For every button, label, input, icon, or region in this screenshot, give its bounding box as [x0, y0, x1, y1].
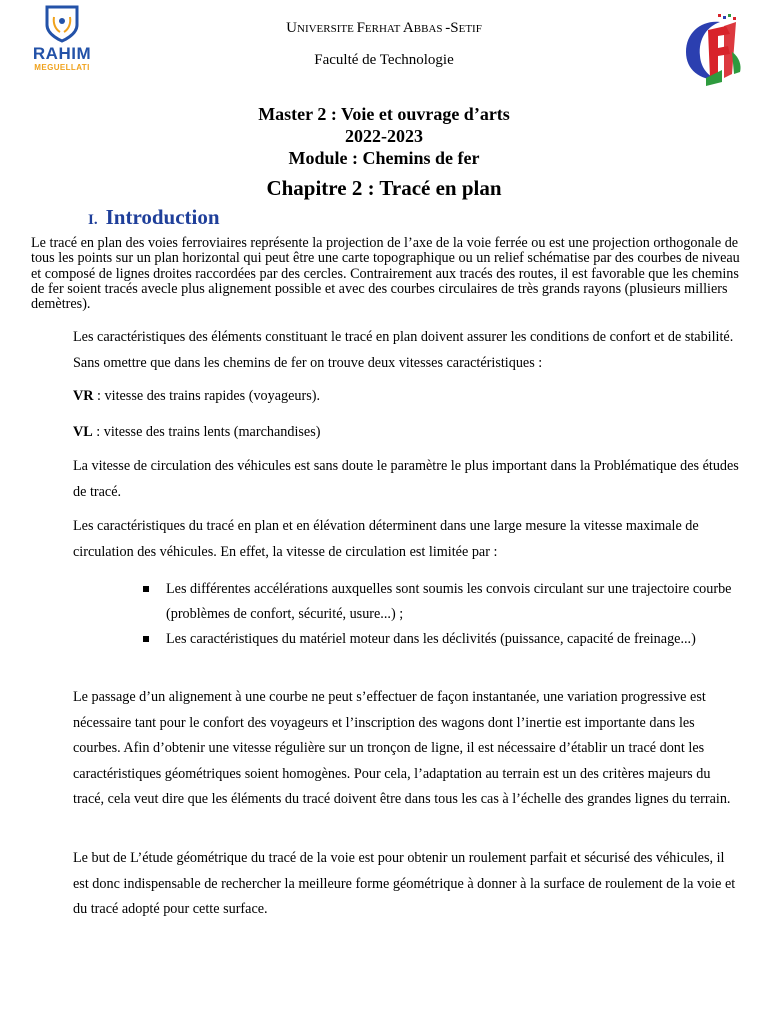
- section-heading: [88, 205, 220, 230]
- faculty-name: Faculté de Technologie: [314, 52, 454, 68]
- paragraph-vr: VR : vitesse des trains rapides (voyageurs).: [73, 388, 321, 404]
- logo-name: RAHIM: [32, 44, 92, 63]
- list-item: Les caractéristiques du matériel moteur dans les déclivités (puissance, capacité de freinage...): [143, 627, 743, 652]
- academic-year: 2022-2023: [345, 126, 423, 146]
- paragraph-goal: Le but de L’étude géométrique du tracé de la voie est pour obtenir un roulement parfait et sécurisé des véhicules, il est donc indispensable de rechercher la meilleure forme géométrique à donner à la surface de roulement de la voie et du tracé adopté pour cette surface.: [73, 850, 736, 917]
- paragraph-characteristics: Les caractéristiques des éléments constituant le tracé en plan doivent assurer les conditions de confort et de stabilité. Sans omettre que dans les chemins de fer on trouve deux vitesses caractéristiques :: [73, 329, 734, 371]
- paragraph-vl: VL : vitesse des trains lents (marchandises): [73, 424, 321, 440]
- section-title: Introduction: [105, 205, 220, 229]
- list-item: Les différentes accélérations auxquelles sont soumis les convois circulant sur une trajectoire courbe (problèmes de confort, sécurité, usure...) ;: [143, 577, 743, 627]
- rahim-meguellati-logo: [30, 5, 94, 83]
- paragraph-speed: La vitesse de circulation des véhicules est sans doute le paramètre le plus important dans la Problématique des études de tracé.: [73, 458, 739, 500]
- chapter-title: Chapitre 2 : Tracé en plan: [266, 176, 502, 200]
- section-number: I.: [88, 212, 98, 228]
- intro-paragraph: Le tracé en plan des voies ferroviaires représente la projection de l’axe de la voie ferrée ou est une projection orthogonale de tous les points sur un plan horizontal qui peut être une carte topographique ou un relief schématise par des courbes de niveau et composé de lignes droites raccordées par des cercles. Contrairement aux tracés des routes, il est favorable que les chemins de fer soient tracés avecle plus alignement possible et avec des courbes circulaires de très grands rayons (plusieurs milliers demètres).: [31, 235, 740, 313]
- module-title: Module : Chemins de fer: [288, 148, 480, 168]
- bullet-square-icon: [143, 586, 149, 592]
- limits-list: [143, 577, 743, 652]
- paragraph-transition: Le passage d’un alignement à une courbe ne peut s’effectuer de façon instantanée, une variation progressive est nécessaire tant pour le confort des voyageurs et l’inscription des wagons dont l’inertie est importante dans les courbes. Afin d’obtenir une vitesse régulière sur un tronçon de ligne, il est nécessaire d’établir un tracé dont les caractéristiques géométriques soient homogènes. Pour cela, l’adaptation au terrain est un des critères majeurs du tracé, cela veut dire que les éléments du tracé doivent être dans tous les cas à l’échelle des grandes lignes du terrain.: [73, 689, 731, 807]
- paragraph-limits: Les caractéristiques du tracé en plan et en élévation déterminent dans une large mesure la vitesse maximale de circulation des véhicules. En effet, la vitesse de circulation est limitée par :: [73, 518, 699, 560]
- logo-subtitle: MEGUELLATI: [34, 63, 90, 72]
- master-title: Master 2 : Voie et ouvrage d’arts: [258, 104, 510, 124]
- university-name: UNIVERSITE FERHAT ABBAS -SETIF: [286, 20, 482, 36]
- bullet-square-icon: [143, 636, 149, 642]
